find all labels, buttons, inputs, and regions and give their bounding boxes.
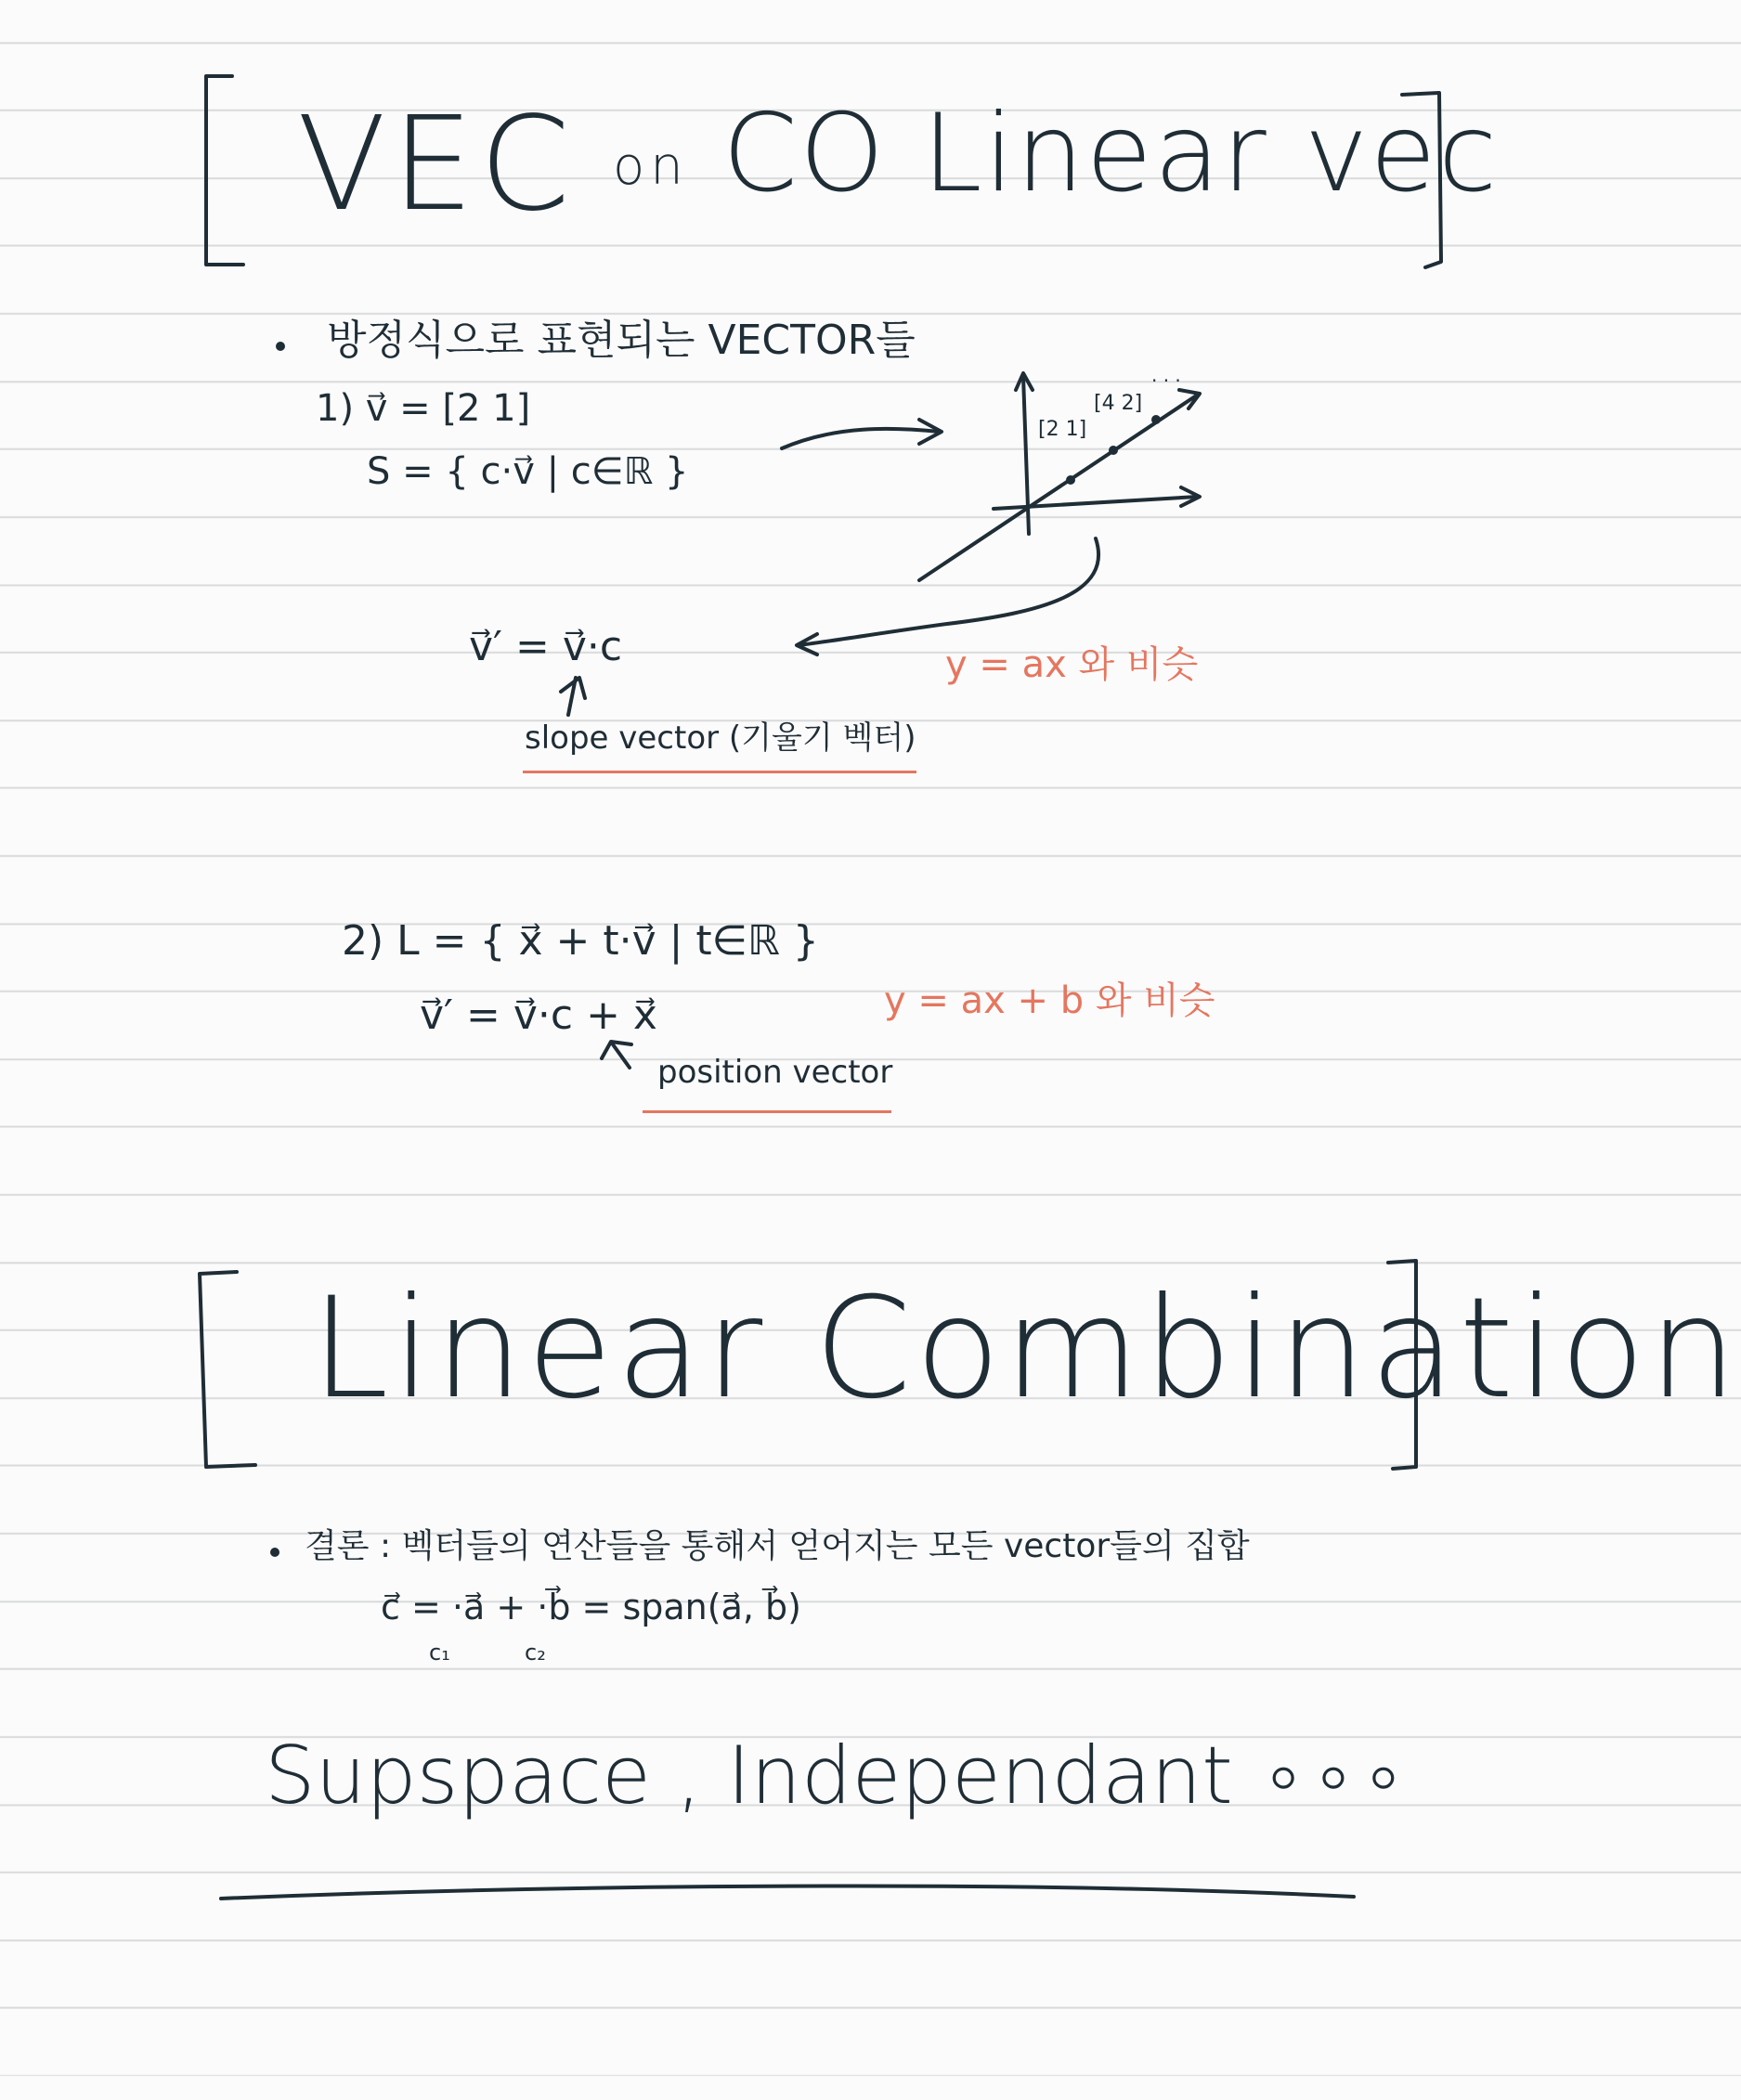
footer-underline [221, 1886, 1354, 1899]
position-vector-label: position vector [657, 1054, 893, 1091]
arrow-to-graph [782, 429, 940, 448]
position-underline [643, 1110, 891, 1113]
bracket-left-2 [200, 1272, 255, 1467]
heading-on: on [613, 136, 689, 197]
linear-combination-formula: c⃗ = ·a⃗ + ·b⃗ = span(a⃗, b⃗) [381, 1587, 801, 1627]
bullet-dot-1 [276, 342, 285, 351]
item1-set: S = { c·v⃗ | c∈ℝ } [367, 450, 689, 493]
bullet-conclusion: 결론 : 벡터들의 연산들을 통해서 얻어지는 모든 vector들의 집합 [305, 1527, 1250, 1565]
slope-vector-label: slope vector (기울기 벡터) [525, 719, 916, 757]
graph-label-42: [4 2] [1094, 392, 1143, 415]
graph-y-axis [1023, 376, 1029, 534]
bracket-left-1 [206, 76, 243, 265]
slope-analogy: y = ax 와 비슷 [945, 643, 1199, 686]
bullet-dot-2 [270, 1548, 279, 1557]
item2-set: 2) L = { x⃗ + t·v⃗ | t∈ℝ } [342, 917, 819, 965]
coef-c1: c₁ [429, 1640, 450, 1666]
item1-vector: 1) v⃗ = [2 1] [316, 387, 531, 430]
heading-vec: VEC [297, 89, 576, 240]
coef-c2: c₂ [525, 1640, 546, 1666]
footer-topics: Supspace , Independant ∘∘∘ [265, 1730, 1409, 1822]
slope-formula: v⃗′ = v⃗·c [469, 623, 623, 670]
graph-point-2 [1109, 446, 1118, 455]
graph-point-3 [1151, 415, 1161, 424]
item2-formula: v⃗′ = v⃗·c + x⃗ [420, 992, 657, 1039]
graph-label-21: [2 1] [1038, 418, 1087, 441]
graph-x-axis [994, 497, 1198, 509]
slope-pointer [568, 678, 576, 715]
position-analogy: y = ax + b 와 비슷 [884, 979, 1215, 1022]
heading-linear-combination: Linear Combination [311, 1268, 1741, 1430]
graph-dots: · · · [1151, 369, 1181, 392]
position-pointer [613, 1044, 630, 1068]
graph-point-1 [1066, 475, 1075, 485]
bullet-equation-vectors: 방정식으로 표현되는 VECTOR들 [327, 317, 916, 364]
slope-underline [523, 771, 916, 773]
heading-colinear: CO Linear vec [722, 91, 1500, 216]
arrow-back-curve [799, 538, 1098, 645]
